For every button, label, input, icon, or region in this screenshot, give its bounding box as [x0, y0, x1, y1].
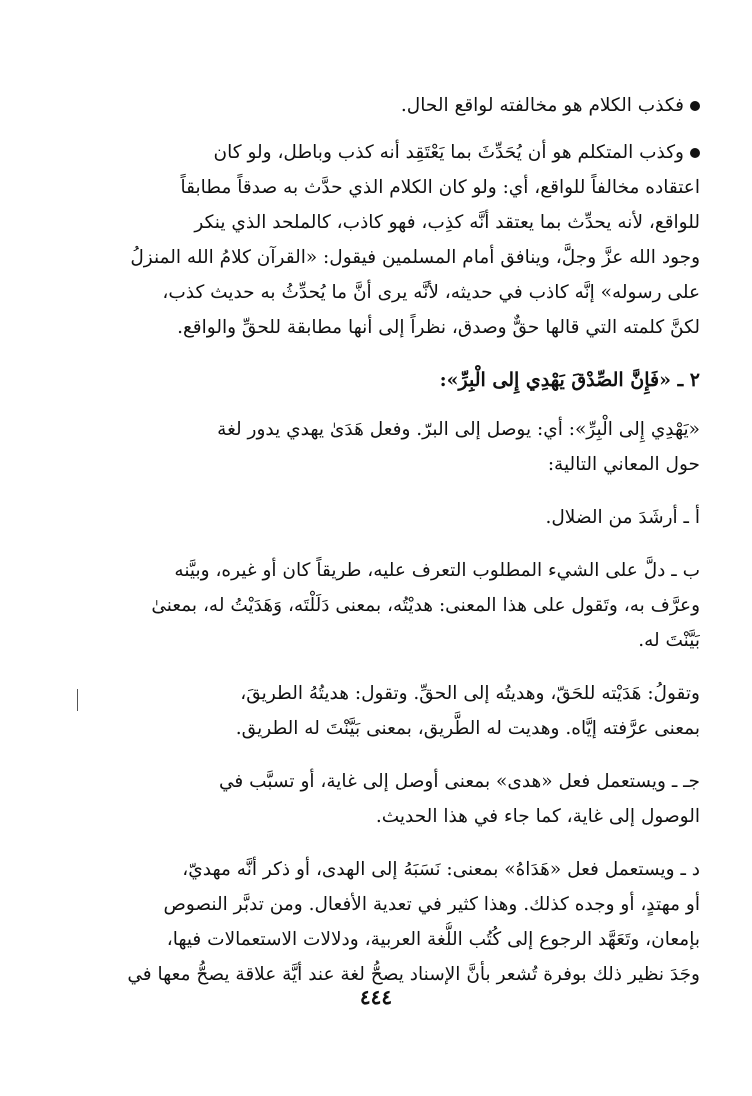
text-line: ب ـ دلَّ على الشيء المطلوب التعرف عليه، طريقاً كان أو غيره، وبيَّنه	[174, 560, 700, 581]
bullet-icon	[690, 148, 700, 158]
page-number: ٤٤٤	[359, 985, 393, 1009]
bullet-icon	[690, 101, 700, 111]
text-line: وتقولُ: هَدَيْته للحَقّ، وهديتُه إلى الحقِّ. وتقول: هديتُهُ الطريقَ،	[240, 683, 700, 704]
text-line: على رسوله» إنَّه كاذب في حديثه، لأنَّه يرى أنَّ ما يُحدِّثُ به حديث كذب،	[162, 282, 700, 303]
paragraph-guides-to-righteousness	[50, 412, 700, 482]
paragraph-examples	[50, 676, 700, 746]
paragraph-lie-of-speech	[50, 88, 700, 123]
text-line: للواقع، لأنه يحدِّث بما يعتقد أنَّه كذِب، فهو كاذب، كالملحد الذي ينكر	[194, 212, 700, 233]
text-line: الوصول إلى غاية، كما جاء في هذا الحديث.	[375, 806, 700, 827]
text-line: وكذب المتكلم هو أن يُحَدِّثَ بما يَعْتَقِد أنه كذب وباطل، ولو كان	[50, 135, 700, 170]
text-line: لكنَّ كلمته التي قالها حقٌّ وصدق، نظراً إلى أنها مطابقة للحقِّ والواقع.	[177, 317, 700, 338]
text-line: فكذب الكلام هو مخالفته لواقع الحال.	[50, 88, 700, 123]
text-line: بمعنى عرَّفته إيَّاه. وهديت له الطَّريق، بمعنى بَيَّنْتَ له الطريق.	[235, 718, 700, 739]
page-body	[50, 88, 700, 1010]
margin-mark	[77, 689, 78, 711]
text-line: «يَهْدِي إِلى الْبِرِّ»: أي: يوصل إلى البرّ. وفعل هَدَىٰ يهدي يدور لغة	[217, 419, 700, 440]
paragraph-lie-of-speaker	[50, 135, 700, 345]
text-line: حول المعاني التالية:	[547, 454, 700, 475]
text-line: اعتقاده مخالفاً للواقع، أي: ولو كان الكلام الذي حدَّث به صدقاً مطابقاً	[180, 177, 700, 198]
text-line: وجود الله عزَّ وجلَّ، وينافق أمام المسلمين فيقول: «القرآن كلامُ الله المنزلُ	[130, 247, 700, 268]
text-line: بإمعان، وتَعَهَّد الرجوع إلى كُتُب اللُّغة العربية، ودلالات الاستعمالات فيها،	[166, 929, 700, 950]
text-line: جـ ـ ويستعمل فعل «هدى» بمعنى أوصل إلى غاية، أو تسبَّب في	[219, 771, 700, 792]
text-line: وعرَّف به، وتَقول على هذا المعنى: هديْتُه، بمعنى دَلَلْتَه، وَهَدَيْتُ له، بمعنىٰ	[151, 595, 700, 616]
text-line: بَيَّنْتَ له.	[638, 630, 700, 651]
text-line: أو مهتدٍ، أو وجده كذلك. وهذا كثير في تعدية الأفعال. ومن تدبَّر النصوص	[163, 894, 700, 915]
paragraph-meaning-c	[50, 764, 700, 834]
section-heading: ٢ ـ «فَإِنَّ الصِّدْقَ يَهْدِي إِلى الْبِرِّ»:	[439, 369, 700, 391]
paragraph-meaning-b	[50, 553, 700, 658]
paragraph-meaning-a	[50, 500, 700, 535]
text-line: وجَدَ نظير ذلك بوفرة تُشعر بأنَّ الإسناد يصحُّ لغة عند أيَّة علاقة يصحُّ معها في	[127, 964, 700, 985]
paragraph-meaning-d	[50, 852, 700, 992]
text-line: أ ـ أرشَدَ من الضلال.	[545, 507, 700, 528]
text-line: د ـ ويستعمل فعل «هَدَاهُ» بمعنى: نَسَبَهُ إلى الهدى، أو ذكر أنَّه مهديّ،	[182, 859, 700, 880]
